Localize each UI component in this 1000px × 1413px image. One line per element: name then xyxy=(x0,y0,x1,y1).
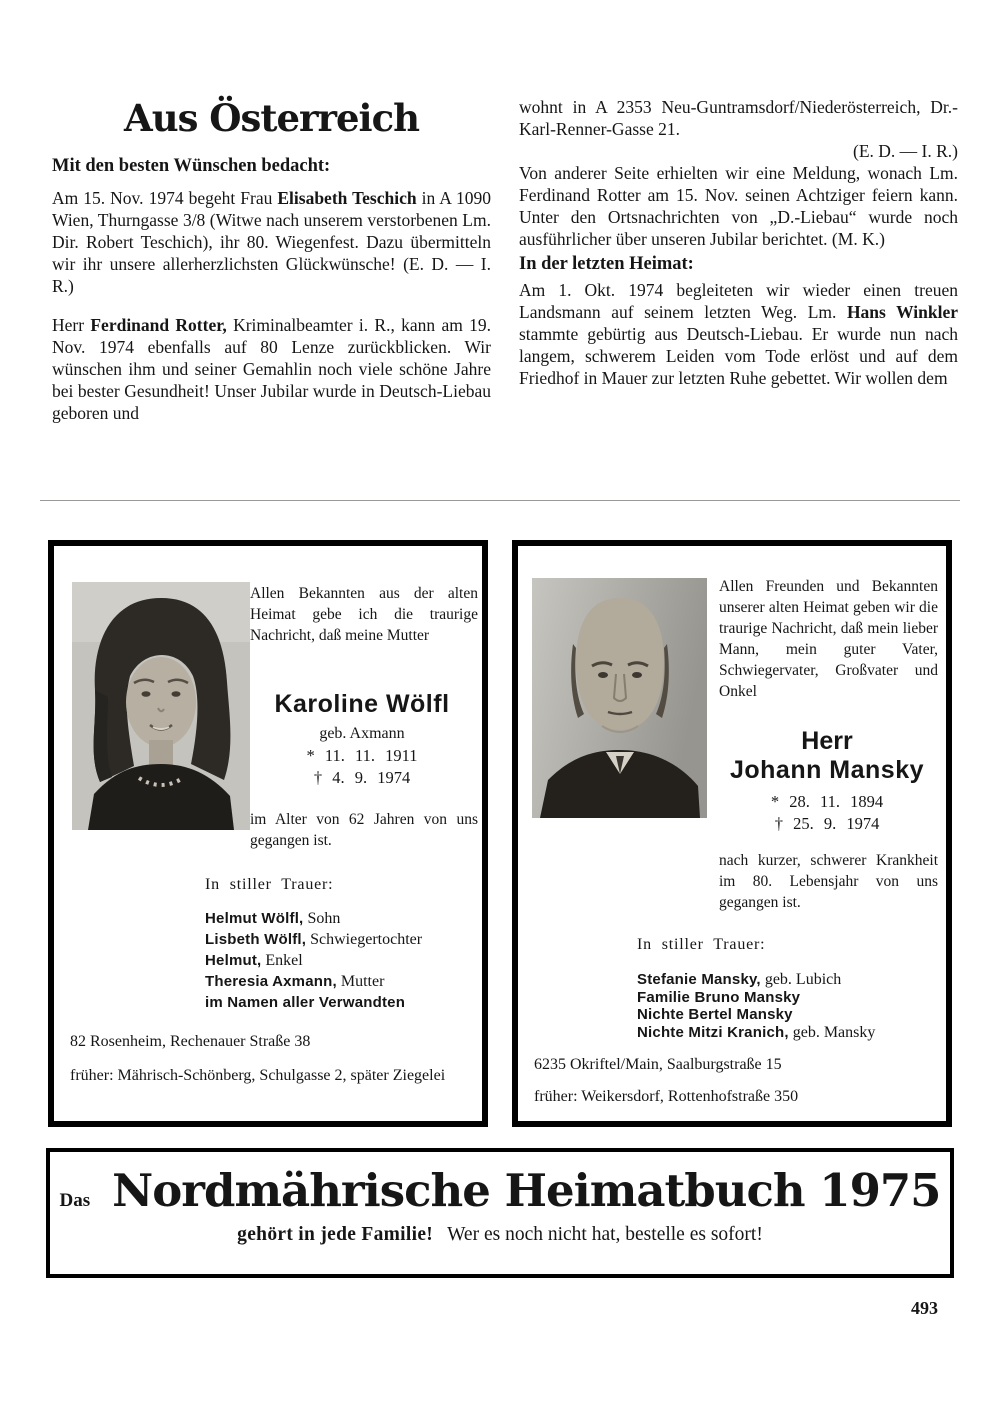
photo-karoline-woelfl xyxy=(72,582,250,830)
paragraph-teschich: Am 15. Nov. 1974 begeht Frau Elisabeth Teschich in A 1090 Wien, Thurngasse 3/8 (Witwe nach unserem verstorbenen Lm. Dir. Robert Teschich), ihr 80. Wiegenfest. Dazu übermitteln wir ihr unsere allerherzlichsten Glückwünsche! (E. D. — I. R.) xyxy=(52,188,491,296)
mourner-entry: Nichte Mitzi Kranich, geb. Mansky xyxy=(637,1023,876,1041)
banner-title-line xyxy=(50,1166,950,1216)
mourner-entry: Theresia Axmann, Mutter xyxy=(205,973,385,990)
mourning-label: In stiller Trauer: xyxy=(637,936,766,953)
paragraph-rotter-continued: wohnt in A 2353 Neu-Guntramsdorf/Niederösterreich, Dr.-Karl-Renner-Gasse 21. xyxy=(519,97,958,139)
article-right-column xyxy=(519,96,958,424)
banner-subtitle-rest: Wer es noch nicht hat, bestelle es sofort! xyxy=(447,1224,763,1245)
article-left-column xyxy=(52,96,491,424)
birth-date: * 28. 11. 1894 xyxy=(770,792,884,811)
news-section xyxy=(52,96,958,424)
mourners-list xyxy=(205,908,422,1013)
mourners-list xyxy=(637,971,875,1041)
section-divider-rule xyxy=(40,500,960,501)
maiden-name: geb. Axmann xyxy=(319,725,405,742)
obituary-intro-text: Allen Freunden und Bekannten unserer alten Heimat geben wir die traurige Nachricht, daß mein lieber Mann, mein guter Vater, Schwiegervater, Großvater und Onkel xyxy=(719,578,938,700)
page-number: 493 xyxy=(911,1298,938,1318)
deceased-name: Karoline Wölfl xyxy=(274,690,450,718)
obituary-johann-mansky xyxy=(512,540,952,1127)
banner-subtitle-bold: gehört in jede Familie! xyxy=(237,1224,434,1245)
heimatbuch-ad-banner xyxy=(46,1148,954,1278)
paragraph-rotter: Herr Ferdinand Rotter, Kriminalbeamter i. R., kann am 19. Nov. 1974 ebenfalls auf 80 Lenze zurückblicken. Wir wünschen ihm und seiner Gemahlin noch viele schöne Jahre bei bester Gesundheit! Unser Jubilar wurde in Deutsch-Liebau geboren und xyxy=(52,315,492,423)
address-line: 82 Rosenheim, Rechenauer Straße 38 xyxy=(70,1033,311,1050)
obituary-intro-text: Allen Bekannten aus der alten Heimat gebe ich die traurige Nachricht, daß meine Mutter xyxy=(250,585,478,644)
photo-johann-mansky xyxy=(532,578,707,818)
initials-signature: (E. D. — I. R.) xyxy=(853,141,958,161)
banner-subtitle-line xyxy=(50,1224,950,1246)
section-title: Aus Österreich xyxy=(123,96,420,140)
mourning-label: In stiller Trauer: xyxy=(205,876,334,893)
deceased-name: Johann Mansky xyxy=(729,756,925,784)
paragraph-rotter-note: Von anderer Seite erhielten wir eine Meldung, wonach Lm. Ferdinand Rotter am 15. Nov. seinen Achtziger feiern kann. Unter den Ortsnachrichten von „D.-Liebau“ wurde noch ausführlicher über unseren Jubilar berichtet. (M. K.) xyxy=(519,163,958,249)
obituary-closing-text: nach kurzer, schwerer Krankheit im 80. Lebensjahr von uns gegangen ist. xyxy=(719,852,938,911)
deceased-name-block xyxy=(710,727,944,835)
deceased-title: Herr xyxy=(801,727,853,755)
subheading-best-wishes: Mit den besten Wünschen bedacht: xyxy=(52,156,331,176)
obituary-row xyxy=(48,540,952,1127)
mourner-entry: Lisbeth Wölfl, Schwiegertochter xyxy=(205,931,423,948)
address-line: 6235 Okriftel/Main, Saalburgstraße 15 xyxy=(534,1056,782,1073)
mourner-entry: Helmut Wölfl, Sohn xyxy=(205,910,341,927)
subheading-last-home: In der letzten Heimat: xyxy=(519,254,694,274)
deceased-name-block xyxy=(242,689,482,789)
death-date: † 25. 9. 1974 xyxy=(774,814,880,833)
former-address-line: früher: Weikersdorf, Rottenhofstraße 350 xyxy=(534,1088,799,1105)
mourner-entry: Stefanie Mansky, geb. Lubich xyxy=(637,971,842,988)
paragraph-winkler: Am 1. Okt. 1974 begleiteten wir wieder einen treuen Landsmann auf seinem letzten Weg. Lm. Hans Winkler stammte gebürtig aus Deutsch-Liebau. Er wurde nun nach langem, schwerem Leiden vom Tode erlöst und auf dem Friedhof in Mauer zur letzten Ruhe gebettet. Wir wollen dem xyxy=(519,280,958,388)
banner-title: Nordmährische Heimatbuch 1975 xyxy=(112,1164,941,1217)
former-address-line: früher: Mährisch-Schönberg, Schulgasse 2, später Ziegelei xyxy=(70,1067,446,1084)
mourner-entry: im Namen aller Verwandten xyxy=(205,994,406,1011)
mourner-entry: Familie Bruno Mansky xyxy=(637,988,801,1006)
mourner-entry: Helmut, Enkel xyxy=(205,952,303,969)
mourner-entry: Nichte Bertel Mansky xyxy=(637,1006,793,1023)
death-date: † 4. 9. 1974 xyxy=(313,768,411,787)
obituary-karoline-woelfl xyxy=(48,540,488,1127)
birth-date: * 11. 11. 1911 xyxy=(306,746,418,765)
obituary-closing-text: im Alter von 62 Jahren von uns gegangen ist. xyxy=(250,811,478,849)
banner-prefix: Das xyxy=(59,1190,91,1211)
